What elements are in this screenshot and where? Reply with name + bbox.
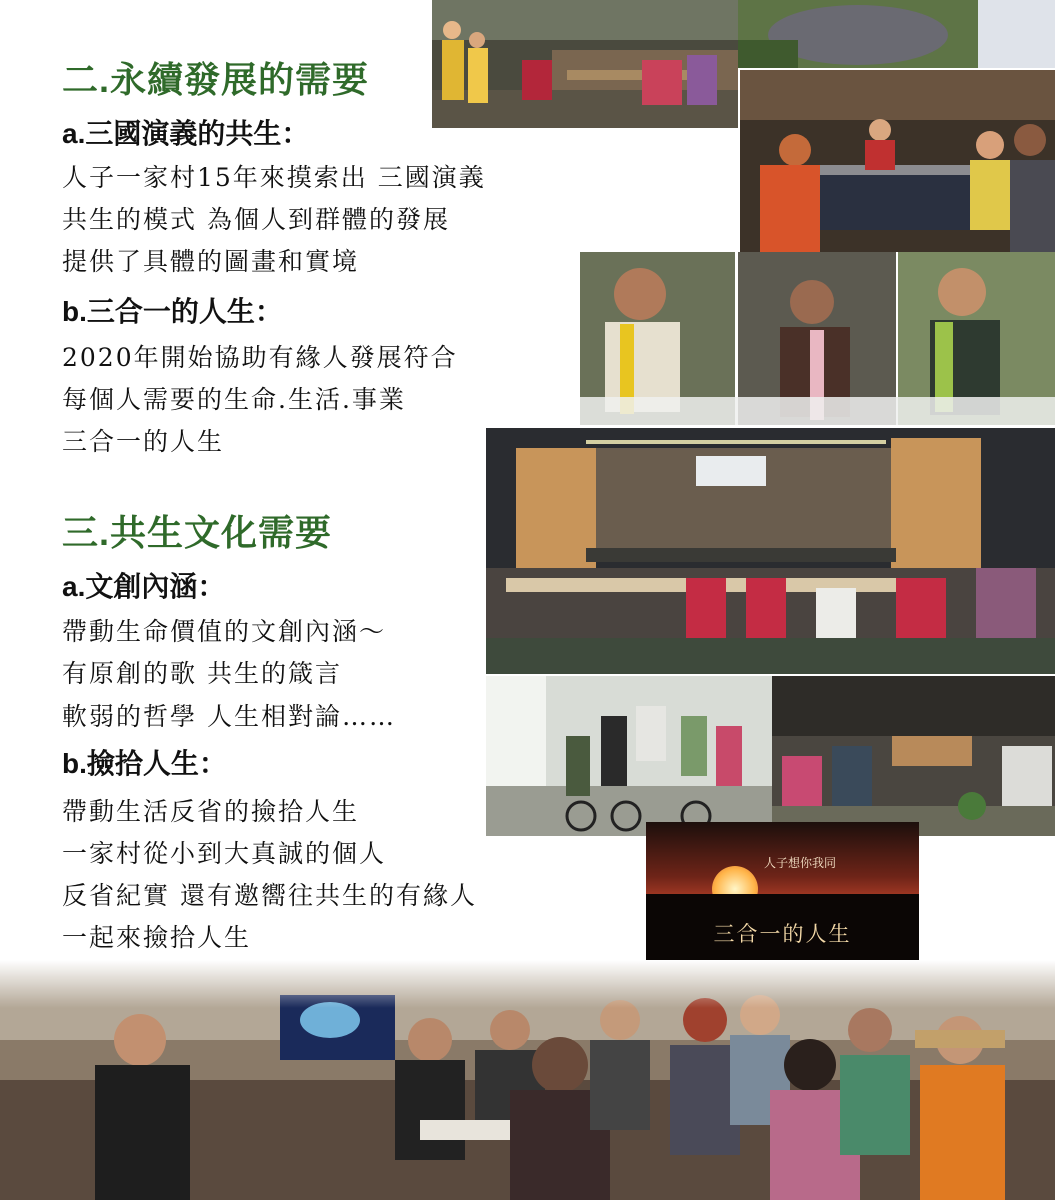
section3-b-line: 反省紀實 還有邀嚮往共生的有緣人 — [62, 881, 477, 910]
section2-b-line: 三合一的人生 — [62, 427, 225, 456]
title-card — [646, 822, 919, 978]
section3-a-line: 帶動生命價值的文創內涵～ — [62, 617, 387, 646]
photo-group-discussion — [0, 960, 1055, 1200]
section2-a-line: 提供了具體的圖畫和實境 — [62, 247, 360, 276]
section2-a-line: 共生的模式 為個人到群體的發展 — [62, 205, 450, 234]
photo-portraits — [580, 252, 1055, 425]
section2-b-heading: b.三合一的人生： — [62, 296, 283, 327]
section3-b-line: 一起來撿拾人生 — [62, 923, 252, 952]
section3-b-heading: b.撿拾人生： — [62, 748, 227, 779]
section3-b-line: 一家村從小到大真誠的個人 — [62, 839, 387, 868]
title-card-small-text: 人子想你我同 — [764, 856, 837, 870]
section3-a-line: 軟弱的哲學 人生相對論…… — [62, 702, 396, 731]
title-card-title: 三合一的人生 — [713, 922, 852, 946]
photo-evening-gathering — [772, 676, 1055, 836]
photo-unicycles — [486, 676, 772, 836]
section2-a-heading: a.三國演義的共生： — [62, 118, 310, 149]
photo-stage-performance — [486, 428, 1055, 674]
section3-b-line: 帶動生活反省的撿拾人生 — [62, 797, 360, 826]
section2-b-line: 每個人需要的生命.生活.事業 — [62, 385, 406, 414]
section3-heading: 三.共生文化需要 — [62, 512, 333, 553]
photo-nature-closeup — [738, 0, 1055, 68]
section2-b-line: 2020年開始協助有緣人發展符合 — [62, 343, 458, 372]
photo-indoor-table — [740, 70, 1055, 252]
section3-a-heading: a.文創內涵： — [62, 571, 226, 602]
section3-a-line: 有原創的歌 共生的箴言 — [62, 659, 342, 688]
section2-a-line: 人子一家村15年來摸索出 三國演義 — [62, 163, 486, 192]
section2-heading: 二.永續發展的需要 — [62, 59, 370, 100]
photo-outdoor-gathering — [432, 0, 738, 128]
